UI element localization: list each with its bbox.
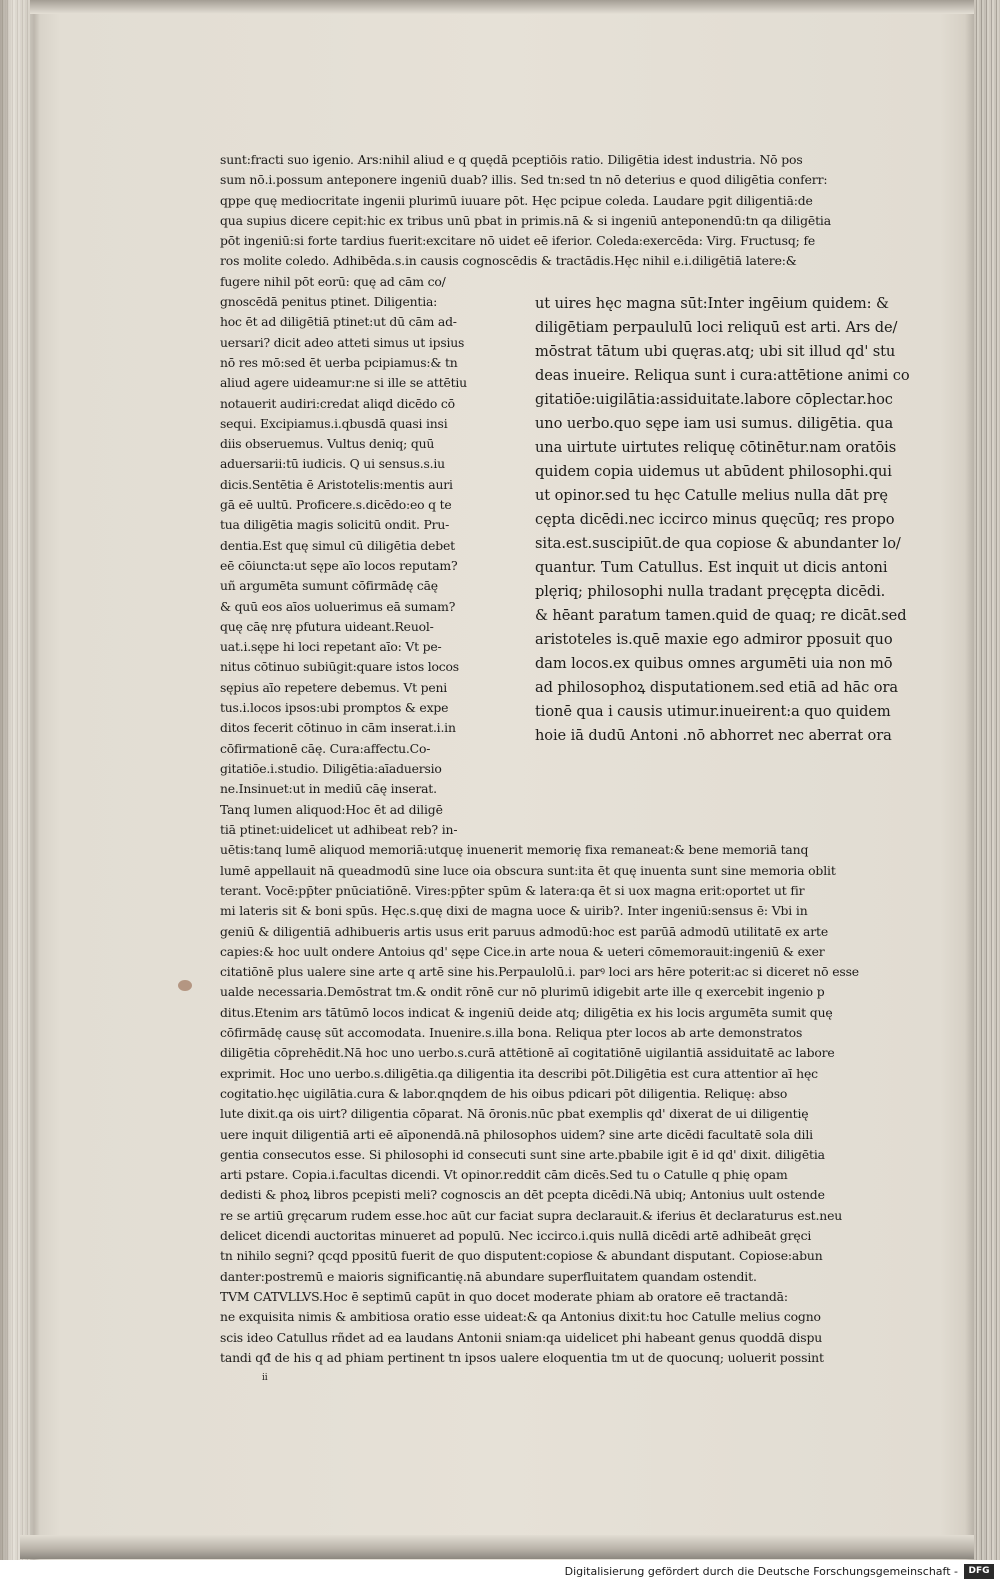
bottom-text-line: mi lateris sit & boni spūs. Hęc.s.quę dixi de magna uoce & uirib?. Inter ingeniū:sensus ē: Vbi in	[220, 903, 808, 919]
left-column-text-line: dentia.Est quę simul cū diligētia debet	[220, 537, 455, 553]
bottom-text-line: scis ideo Catullus rñdet ad ea laudans Antonii sniam:qa uidelicet phi habeant genus quoddā dispu	[220, 1329, 823, 1345]
page-signature-mark: ii	[262, 1373, 268, 1384]
bottom-text-line: ualde necessaria.Demōstrat tm.& ondit rōnē cur nō plurimū idigebit arte ille q exercebit ingenio p	[220, 984, 825, 1000]
bottom-text-line: TVM CATVLLVS.Hoc ē septimū capūt in quo docet moderate phiam ab oratore eē tractandā:	[220, 1288, 788, 1304]
bottom-text-line: geniū & diligentiā adhibueris artis usus erit paruus admodū:hoc est parūā admodū utilitatē ex arte	[220, 923, 829, 939]
left-column-text-line: ditos fecerit cōtinuo in cām inserat.i.in	[220, 720, 456, 736]
right-column-text-line: ad philosophoꝝ disputationem.sed etiā ad hāc ora	[535, 678, 898, 696]
bottom-text-line: tiā ptinet:uidelicet ut adhibeat reb? in-	[220, 822, 458, 838]
left-commentary-column	[220, 272, 525, 800]
left-column-text-line: tua diligētia magis solicitū ondit. Pru-	[220, 517, 450, 533]
left-column-text-line: gnoscēdā penitus ptinet. Diligentia:	[220, 294, 438, 310]
right-column-text-line: gitatiōe:uigilātia:assiduitate.labore cōplectar.hoc	[535, 390, 893, 408]
bottom-text-line: arti pstare. Copia.i.facultas dicendi. Vt opinor.reddit cām dicēs.Sed tu o Catulle q phię opam	[220, 1167, 788, 1183]
left-column-text-line: uñ argumēta sumunt cōfirmādę cāę	[220, 578, 438, 594]
bottom-text-line: lumē appellauit nā queadmodū sine luce oia obscura sunt:ita ēt quę inuenta sunt sine memoria oblit	[220, 862, 836, 878]
left-column-text-line: eē cōiuncta:ut sępe aīo locos reputam?	[220, 557, 458, 573]
right-main-text-column	[535, 292, 960, 748]
digitization-footer	[0, 1562, 1000, 1582]
bottom-text-line: gentia consecutos esse. Si philosophi id consecuti sunt sine arte.pbabile igit ē id qd' dixit. diligētia	[220, 1146, 825, 1162]
right-column-text-line: & hēant paratum tamen.quid de quaq; re dicāt.sed	[535, 606, 907, 624]
right-column-text-line: dam locos.ex quibus omnes argumēti uia non mō	[535, 654, 893, 672]
right-column-text-line: quidem copia uidemus ut abūdent philosophi.qui	[535, 462, 892, 480]
left-column-text-line: fugere nihil pōt eorū: quę ad cām co/	[220, 273, 446, 289]
left-column-text-line: diis obseruemus. Vultus deniq; quū	[220, 436, 435, 452]
left-column-text-line: nitus cōtinuo subiūgit:quare istos locos	[220, 659, 459, 675]
left-column-text-line: tus.i.locos ipsos:ubi promptos & expe	[220, 700, 449, 716]
bottom-text-line: delicet dicendi auctoritas minueret ad populū. Nec iccirco.i.quis nullā dicēdi artē adhibeāt gręci	[220, 1228, 812, 1244]
left-column-text-line: sequi. Excipiamus.i.qbusdā quasi insi	[220, 415, 448, 431]
bottom-text-line: citatiōnē plus ualere sine arte q artē sine his.Perpaulolū.i. parꝰ loci ars hēre poterit:ac si diceret nō esse	[220, 964, 859, 980]
right-column-text-line: ut opinor.sed tu hęc Catulle melius nulla dāt prę	[535, 486, 888, 504]
left-column-text-line: gā eē uultū. Proficere.s.dicēdo:eo q te	[220, 497, 452, 513]
bottom-text-line: dedisti & phoꝝ libros pcepisti meli? cognoscis an dēt pcepta dicēdi.Nā ubiq; Antonius uult ostende	[220, 1187, 825, 1203]
page-fore-edge	[974, 0, 1000, 1560]
left-column-text-line: notauerit audiri:credat aliqd dicēdo cō	[220, 395, 455, 411]
bottom-text-line: re se artiū gręcarum rudem esse.hoc aūt cur faciat supra declarauit.& iferius ēt declaraturus est.neu	[220, 1207, 843, 1223]
dfg-credit-text: Digitalisierung gefördert durch die Deutsche Forschungsgemeinschaft -	[564, 1565, 958, 1578]
right-column-text-line: aristoteles is.quē maxie ego admiror pposuit quo	[535, 630, 893, 648]
right-column-text-line: ut uires hęc magna sūt:Inter ingēium quidem: &	[535, 294, 889, 312]
top-text-line: sunt:fracti suo igenio. Ars:nihil aliud e q quędā pceptiōis ratio. Diligētia idest industria. Nō pos	[220, 152, 803, 167]
left-column-text-line: quę cāę nrę pfutura uideant.Reuol-	[220, 618, 434, 634]
top-text-line: pōt ingeniū:si forte tardius fuerit:excitare nō uidet eē iferior. Coleda:exercēda: Virg. Fructusq; fe	[220, 233, 816, 249]
bottom-text-line: exprimit. Hoc uno uerbo.s.diligētia.qa diligentia ita describi pōt.Diligētia est cura attentior aī hęc	[220, 1065, 818, 1081]
left-column-text-line: aliud agere uideamur:ne si ille se attētiu	[220, 375, 467, 391]
bottom-text-line: diligētia cōprehēdit.Nā hoc uno uerbo.s.curā attētionē aī cogitatiōnē uigilantiā assiduitatē ac labore	[220, 1045, 835, 1061]
right-column-text-line: quantur. Tum Catullus. Est inquit ut dicis antoni	[535, 558, 888, 576]
left-column-text-line: & quū eos aīos uoluerimus eā sumam?	[220, 598, 456, 614]
right-column-text-line: una uirtute uirtutes reliquę cōtinētur.nam oratōis	[535, 438, 897, 456]
left-column-text-line: ne.Insinuet:ut in mediū cāę inserat.	[220, 781, 437, 797]
top-commentary-lines	[220, 150, 960, 272]
right-column-text-line: mōstrat tātum ubi quęras.atq; ubi sit illud qd' stu	[535, 342, 896, 360]
left-column-text-line: gitatiōe.i.studio. Diligētia:aīaduersio	[220, 760, 442, 776]
bottom-text-line: ditus.Etenim ars tātūmō locos indicat & ingeniū deide atq; diligētia ex his locis argumēta sumit quę	[220, 1004, 833, 1020]
right-column-text-line: plęriq; philosophi nulla tradant pręcępta dicēdi.	[535, 582, 886, 600]
book-spine-shadow	[0, 0, 30, 1560]
right-column-text-line: deas inueire. Reliqua sunt i cura:attētione animi co	[535, 366, 910, 384]
bottom-text-line: cogitatio.hęc uigilātia.cura & labor.qnqdem de his oibus pdicari pōt diligentia. Reliquę: abso	[220, 1085, 788, 1101]
bottom-text-line: capies:& hoc uult ondere Antoius qd' sępe Cice.in arte noua & ueteri cōmemorauit:ingeniū & exer	[220, 943, 825, 959]
bottom-text-line: uētis:tanq lumē aliquod memoriā:utquę inuenerit memorię fixa remaneat:& bene memoriā tanq	[220, 842, 809, 858]
bottom-text-line: ne exquisita nimis & ambitiosa oratio esse uideat:& qa Antonius dixit:tu hoc Catulle melius cogno	[220, 1309, 821, 1325]
right-column-text-line: tionē qua i causis utimur.inueirent:a quo quidem	[535, 702, 891, 720]
right-column-text-line: uno uerbo.quo sępe iam usi sumus. diligētia. qua	[535, 414, 894, 432]
bottom-text-line: uere inquit diligentiā arti eē aīponendā.nā philosophos uidem? sine arte dicēdi facultatē sola dili	[220, 1126, 813, 1142]
right-column-text-line: diligētiam perpaululū loci reliquū est arti. Ars de/	[535, 318, 898, 336]
bottom-text-line: cōfirmādę causę sūt accomodata. Inuenire.s.illa bona. Reliqua pter locos ab arte demonstratos	[220, 1025, 803, 1041]
bottom-commentary-lines	[220, 800, 960, 1368]
bottom-text-line: tandi qđ de his q ad phiam pertinent tn ipsos ualere eloquentia tm ut de quocunq; uoluerit possint	[220, 1349, 824, 1365]
page-top-edge	[30, 0, 974, 14]
left-column-text-line: uat.i.sępe hi loci repetant aīo: Vt pe-	[220, 639, 442, 655]
left-column-text-line: hoc ēt ad diligētiā ptinet:ut dū cām ad-	[220, 314, 457, 330]
left-column-text-line: dicis.Sentētia ē Aristotelis:mentis auri	[220, 476, 453, 492]
right-column-text-line: sita.est.suscipiūt.de qua copiose & abundanter lo/	[535, 534, 901, 552]
left-column-text-line: sępius aīo repetere debemus. Vt peni	[220, 679, 448, 695]
top-text-line: qppe quę mediocritate ingenii plurimū iuuare pōt. Hęc pcipue coleda. Laudare pgit diligentiā:de	[220, 192, 813, 208]
left-column-text-line: uersari? dicit adeo atteti simus ut ipsius	[220, 334, 465, 350]
bottom-text-line: tn nihilo segni? qcqd ppositū fuerit de quo disputent:copiose & abundant disputant. Copiose:abun	[220, 1248, 823, 1264]
commentary-text-block	[220, 150, 960, 1388]
top-text-line: ros molite coledo. Adhibēda.s.in causis cognoscēdis & tractādis.Hęc nihil e.i.diligētiā latere:&	[220, 253, 797, 269]
bottom-text-line: danter:postremū e maioris significantię.nā abundare superfluitatem quandam ostendit.	[220, 1268, 757, 1284]
dfg-logo: DFG	[964, 1564, 994, 1579]
bottom-text-line: lute dixit.qa ois uirt? diligentia cōparat. Nā ōronis.nūc pbat exemplis qd' dixerat de ui diligentię	[220, 1106, 809, 1122]
top-text-line: qua supius dicere cepit:hic ex tribus unū pbat in primis.nā & si ingeniū anteponendū:tn qa diligētia	[220, 212, 831, 228]
right-column-text-line: hoie iā dudū Antoni .nō abhorret nec aberrat ora	[535, 726, 892, 744]
bottom-text-line: Tanq lumen aliquod:Hoc ēt ad diligē	[220, 801, 443, 817]
right-column-text-line: cępta dicēdi.nec iccirco minus quęcūq; res propo	[535, 510, 895, 528]
bottom-text-line: terant. Vocē:pp̄ter pnūciatiōnē. Vires:pp̄ter spūm & latera:qa ēt si uox magna erit:oportet ut fir	[220, 882, 805, 898]
left-column-text-line: cōfirmationē cāę. Cura:affectu.Co-	[220, 740, 431, 756]
page-bottom-edge	[20, 1535, 974, 1559]
paper-stain	[178, 980, 192, 991]
two-column-section	[220, 272, 960, 800]
left-column-text-line: nō res mō:sed ēt uerba pcipiamus:& tn	[220, 354, 458, 370]
top-text-line: sum nō.i.possum anteponere ingeniū duab? illis. Sed tn:sed tn nō deterius e quod diligētia conferr:	[220, 172, 828, 188]
left-column-text-line: aduersarii:tū iudicis. Q ui sensus.s.iu	[220, 456, 445, 472]
